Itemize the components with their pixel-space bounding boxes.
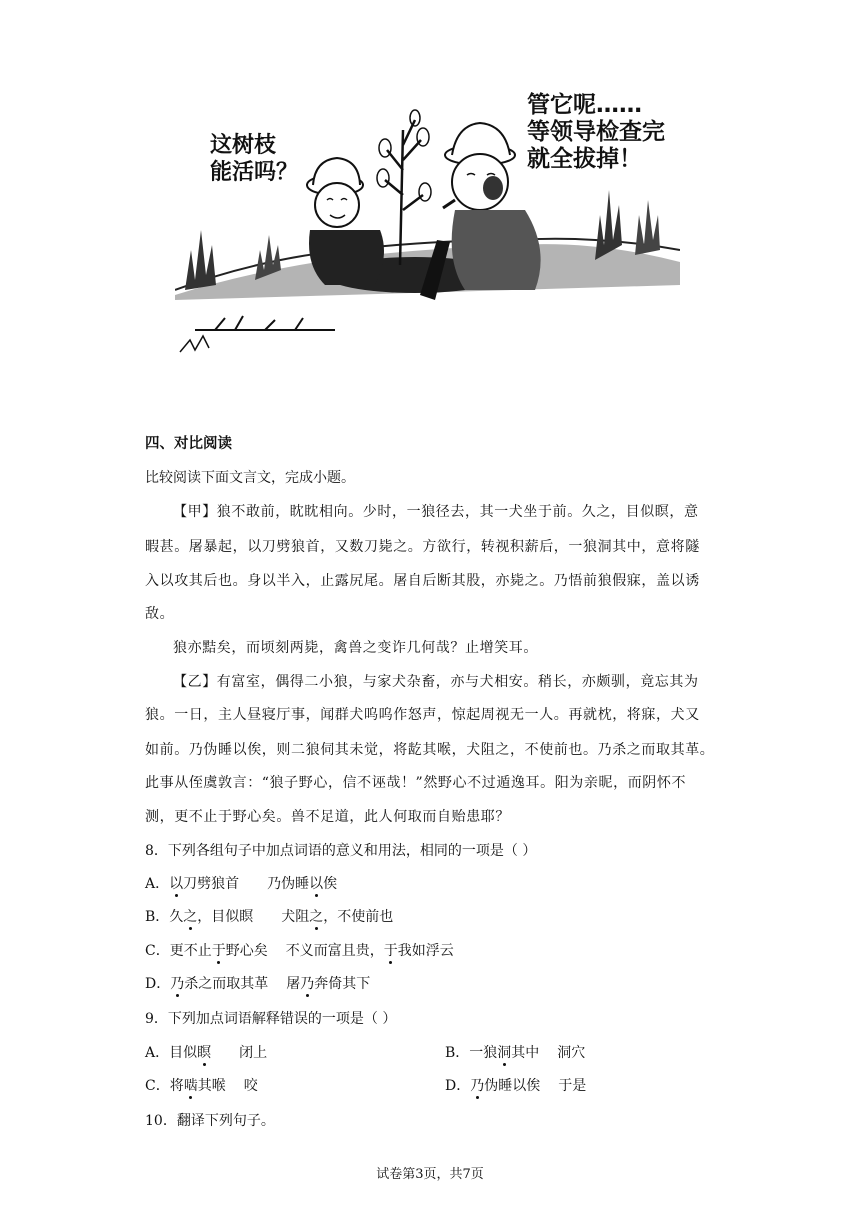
section-title: 四、对比阅读 bbox=[145, 435, 232, 452]
instruction: 比较阅读下面文言文，完成小题。 bbox=[145, 470, 355, 486]
option-label: A． bbox=[145, 1045, 170, 1061]
cartoon-illustration bbox=[175, 90, 680, 362]
caption-left-line: 能活吗？ bbox=[210, 160, 299, 185]
question-8-stem: 8．下列各组句子中加点词语的意义和用法，相同的一项是（ ） bbox=[145, 843, 537, 859]
dotted-word: 之 bbox=[183, 909, 198, 925]
option-text: 乃伪睡 bbox=[267, 876, 310, 892]
passage-yi-line: 狼。一日，主人昼寝厅事，闻群犬呜呜作怒声，惊起周视无一人。再就枕，将寐，犬又 bbox=[145, 707, 700, 723]
dotted-word: 于 bbox=[383, 943, 398, 959]
passage-yi-line: 如前。乃伪睡以俟，则二狼伺其未觉，将龁其喉，犬阻之，不使前也。乃杀之而取其革。 bbox=[145, 742, 715, 758]
question-10-stem: 10．翻译下列句子。 bbox=[145, 1113, 275, 1129]
passage-jia-line: 【甲】狼不敢前，眈眈相向。少时，一狼径去，其一犬坐于前。久之，目似瞑，意 bbox=[173, 504, 699, 520]
question-8-option-c[interactable] bbox=[145, 940, 454, 960]
option-text: 奔倚其下 bbox=[314, 976, 371, 992]
dotted-word: 于 bbox=[211, 943, 226, 959]
cartoon-caption-left bbox=[210, 132, 298, 186]
option-label: B． bbox=[145, 909, 170, 925]
caption-right-line: 等领导检查完 bbox=[527, 119, 665, 145]
dotted-word: 之 bbox=[309, 909, 324, 925]
option-text: 杀之而取其革 bbox=[184, 976, 269, 992]
dotted-word: 洞 bbox=[497, 1045, 512, 1061]
question-9-option-a[interactable] bbox=[145, 1042, 267, 1062]
passage-jia-line: 入以攻其后也。身以半入，止露尻尾。屠自后断其股，亦毙之。乃悟前狼假寐，盖以诱 bbox=[145, 573, 700, 589]
caption-right-line: 管它呢…… bbox=[527, 92, 642, 118]
option-label: D． bbox=[145, 976, 171, 992]
page-footer: 试卷第3页，共7页 bbox=[376, 1167, 484, 1182]
option-text: 将 bbox=[169, 1078, 184, 1094]
dotted-word: 乃 bbox=[170, 976, 185, 992]
passage-jia-comment: 狼亦黠矣，而顷刻两毙，禽兽之变诈几何哉？止增笑耳。 bbox=[173, 640, 538, 656]
option-text: 更不止 bbox=[169, 943, 212, 959]
option-text: 其中 bbox=[511, 1045, 540, 1061]
option-label: C． bbox=[145, 943, 170, 959]
dotted-word: 瞑 bbox=[197, 1045, 212, 1061]
option-text: ，不使前也 bbox=[323, 909, 394, 925]
dotted-word: 以 bbox=[309, 876, 324, 892]
question-9-option-c[interactable] bbox=[145, 1075, 258, 1095]
passage-jia-line: 暇甚。屠暴起，以刀劈狼首，又数刀毙之。方欲行，转视积薪后，一狼洞其中，意将隧 bbox=[145, 539, 700, 555]
option-text: 俟 bbox=[323, 876, 338, 892]
dotted-word: 啮 bbox=[183, 1078, 198, 1094]
question-9-option-b[interactable] bbox=[445, 1042, 585, 1062]
option-text: 其喉 bbox=[197, 1078, 226, 1094]
passage-yi-line: 测，更不止于野心矣。兽不足道，此人何取而自贻患耶？ bbox=[145, 809, 510, 825]
option-text: 一狼 bbox=[469, 1045, 498, 1061]
question-8-option-d[interactable] bbox=[145, 973, 370, 993]
option-text: 屠 bbox=[286, 976, 301, 992]
option-meaning: 闭上 bbox=[239, 1045, 268, 1061]
cartoon-caption-right bbox=[527, 92, 665, 173]
dotted-word: 乃 bbox=[300, 976, 315, 992]
question-8-option-a[interactable] bbox=[145, 873, 337, 893]
caption-left-line: 这树枝 bbox=[210, 133, 277, 158]
option-label: D． bbox=[445, 1078, 471, 1094]
dotted-word: 乃 bbox=[470, 1078, 485, 1094]
option-text: 久 bbox=[169, 909, 184, 925]
caption-right-line: 就全拔掉！ bbox=[527, 146, 642, 172]
question-9-stem: 9．下列加点词语解释错误的一项是（ ） bbox=[145, 1011, 397, 1027]
option-text: 我如浮云 bbox=[397, 943, 454, 959]
option-text: 刀劈狼首 bbox=[183, 876, 240, 892]
question-9-option-d[interactable] bbox=[445, 1075, 586, 1095]
option-label: B． bbox=[445, 1045, 470, 1061]
passage-jia-line: 敌。 bbox=[145, 606, 175, 622]
passage-yi-line: 【乙】有富室，偶得二小狼，与家犬杂畜，亦与犬相安。稍长，亦颇驯，竟忘其为 bbox=[173, 674, 699, 690]
question-8-option-b[interactable] bbox=[145, 906, 393, 926]
option-label: A． bbox=[145, 876, 170, 892]
option-text: 目似 bbox=[169, 1045, 198, 1061]
option-text: ，目似瞑 bbox=[197, 909, 254, 925]
option-text: 野心矣 bbox=[225, 943, 268, 959]
option-meaning: 洞穴 bbox=[557, 1045, 586, 1061]
option-meaning: 咬 bbox=[243, 1078, 258, 1094]
passage-yi-line: 此事从侄虞敦言：“狼子野心，信不诬哉！”然野心不过遁逸耳。阳为亲昵，而阴怀不 bbox=[145, 775, 687, 791]
option-text: 不义而富且贵， bbox=[285, 943, 384, 959]
option-meaning: 于是 bbox=[558, 1078, 587, 1094]
option-label: C． bbox=[145, 1078, 170, 1094]
option-text: 伪睡以俟 bbox=[484, 1078, 541, 1094]
option-text: 犬阻 bbox=[281, 909, 310, 925]
dotted-word: 以 bbox=[169, 876, 184, 892]
